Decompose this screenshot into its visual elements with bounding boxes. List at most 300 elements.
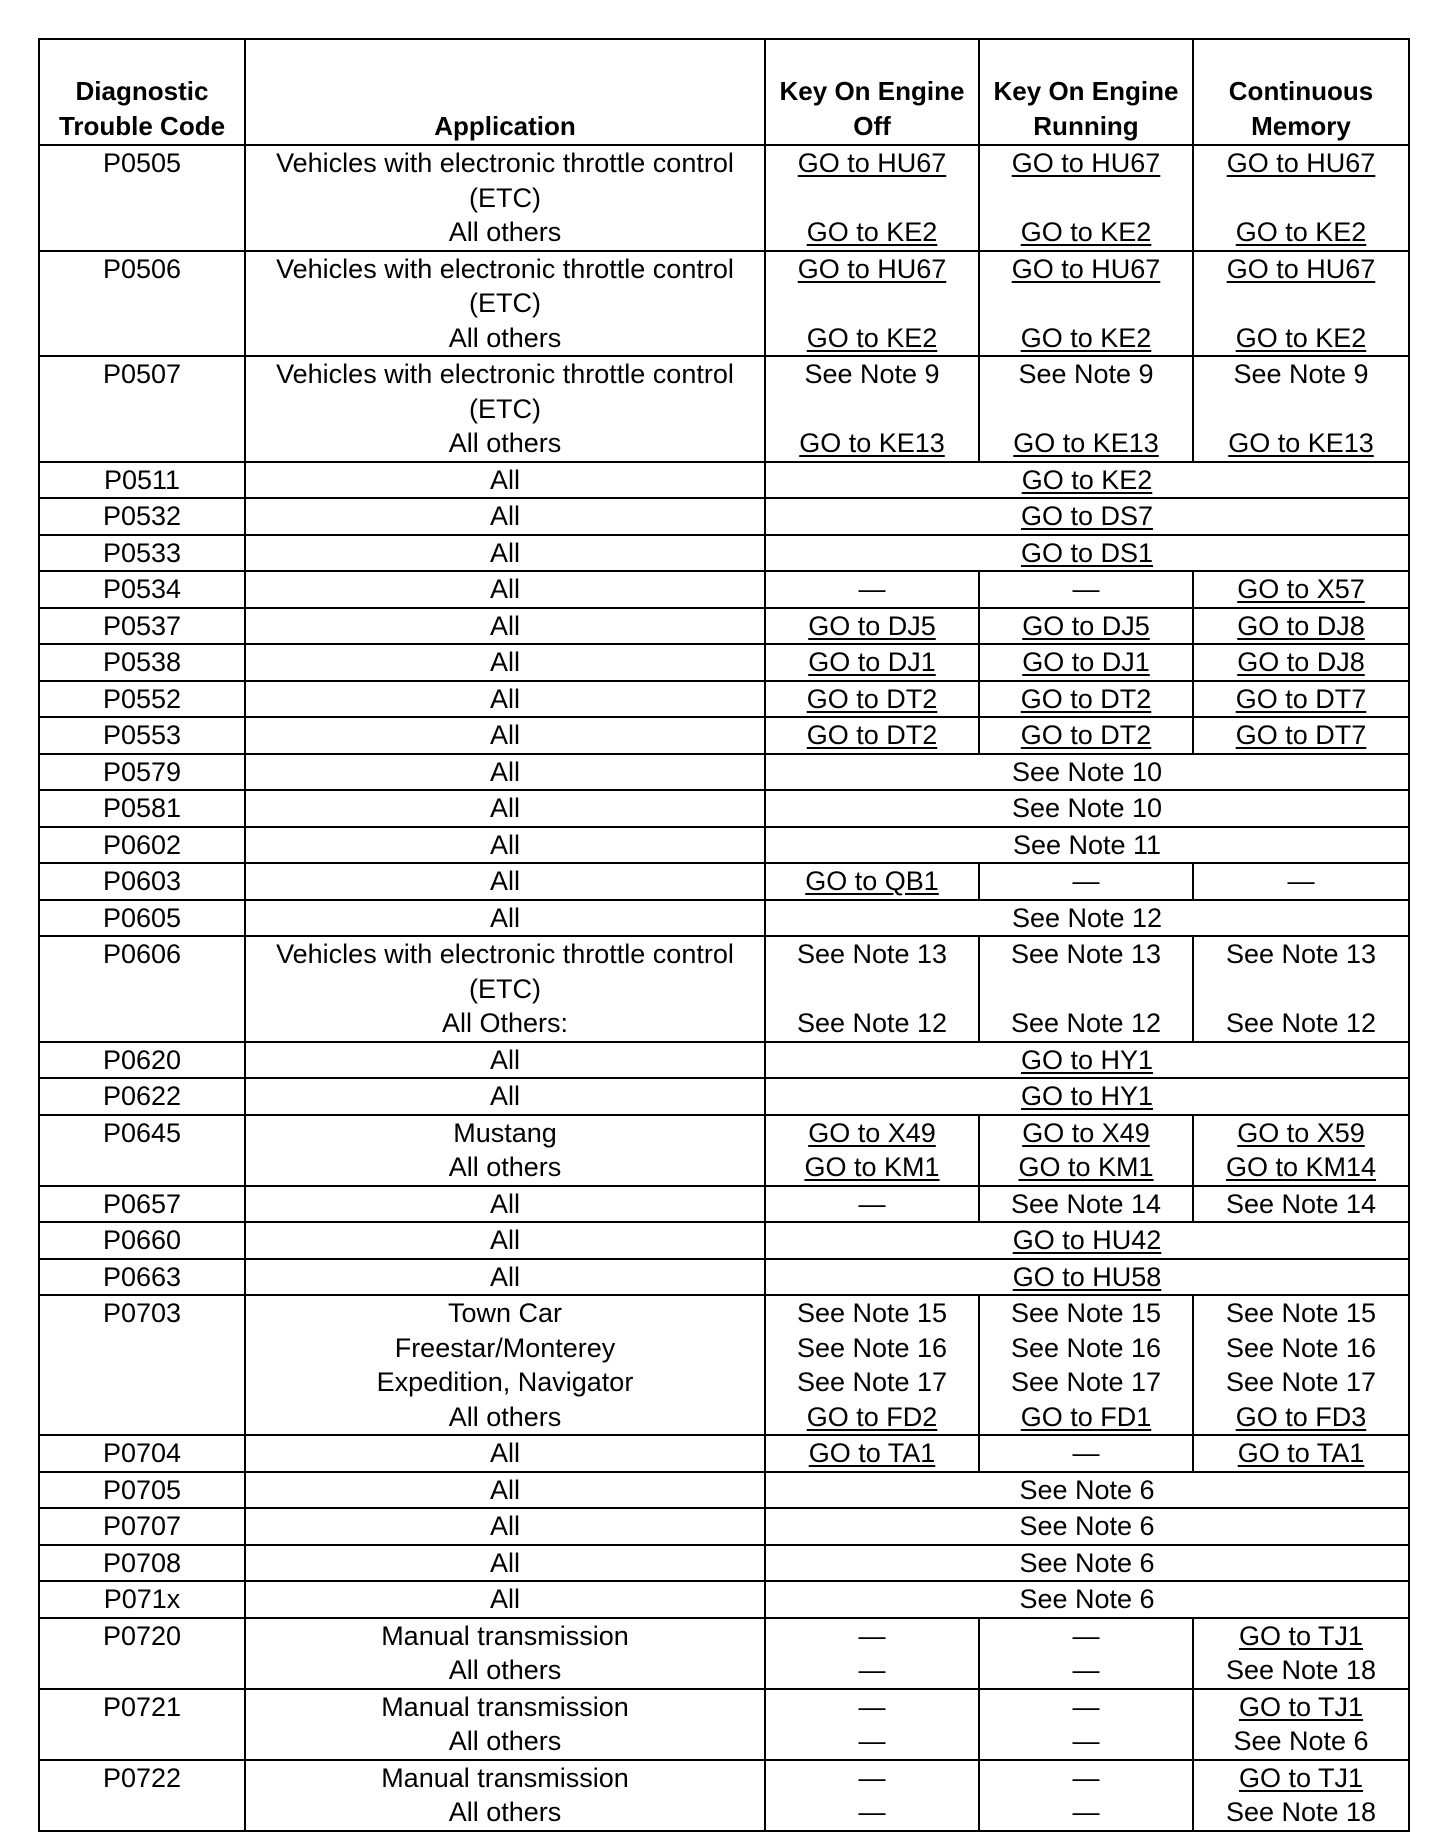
koer-cell (979, 1760, 1193, 1831)
cell-line: See Note 6 (1019, 1474, 1155, 1505)
continuous-memory-cell (1193, 608, 1409, 645)
cell-line: See Note 6 (1019, 1547, 1155, 1578)
cell-line: All (489, 866, 520, 896)
procedure-link[interactable]: GO to HY1 (1020, 1081, 1154, 1111)
continuous-memory-cell (1193, 717, 1409, 754)
dtc-code (39, 608, 245, 645)
koer-cell (979, 251, 1193, 357)
procedure-link[interactable]: GO to HU67 (797, 148, 947, 178)
cell-line: All others (448, 1655, 562, 1685)
dtc-code (39, 251, 245, 357)
cell-line: — (858, 1655, 886, 1685)
dtc-code-text: P0538 (102, 647, 182, 677)
procedure-link[interactable]: GO to TJ1 (1238, 1691, 1364, 1722)
dtc-code-text: P0657 (102, 1188, 182, 1219)
cell-line: All (489, 574, 520, 604)
procedure-link[interactable]: GO to KE13 (799, 428, 945, 458)
cell-line: All (489, 1584, 520, 1614)
procedure-link[interactable]: GO to X49 (808, 1117, 936, 1148)
continuous-memory-cell (1193, 936, 1409, 1042)
application-cell (245, 1042, 765, 1079)
table-row (39, 790, 1409, 827)
cell-line: — (858, 1762, 886, 1793)
koer-cell (979, 1618, 1193, 1689)
table-row (39, 1508, 1409, 1545)
application-cell (245, 1078, 765, 1115)
cell-line: — (1287, 866, 1315, 896)
table-row (39, 535, 1409, 572)
dtc-code (39, 827, 245, 864)
koer-cell (979, 1115, 1193, 1186)
cell-line: All (489, 1511, 520, 1541)
cell-line: All (489, 610, 520, 641)
procedure-link[interactable]: GO to KM1 (1018, 1152, 1154, 1182)
application-cell (245, 1760, 765, 1831)
application-cell (245, 754, 765, 791)
procedure-link[interactable]: GO to FD3 (1235, 1401, 1367, 1432)
dtc-code (39, 1042, 245, 1079)
cell-line: All (489, 464, 520, 495)
dtc-code-text: P0605 (102, 902, 182, 933)
cell-line: See Note 13 (1225, 939, 1377, 969)
application-cell (245, 1295, 765, 1435)
table-row (39, 1295, 1409, 1435)
dtc-code (39, 936, 245, 1042)
dtc-code-text: P0505 (102, 148, 182, 178)
procedure-link[interactable]: GO to TJ1 (1238, 1762, 1364, 1793)
all-modes-cell (765, 498, 1409, 535)
dtc-code (39, 498, 245, 535)
cell-line: See Note 12 (1225, 1008, 1377, 1038)
application-cell (245, 936, 765, 1042)
koer-cell (979, 1295, 1193, 1435)
procedure-link[interactable]: GO to FD1 (1020, 1401, 1152, 1432)
table-row (39, 863, 1409, 900)
all-modes-cell (765, 1581, 1409, 1618)
table-row (39, 498, 1409, 535)
application-cell (245, 145, 765, 251)
table-row (39, 571, 1409, 608)
procedure-link[interactable]: GO to DT2 (1020, 720, 1152, 750)
header-application: Application (245, 39, 765, 145)
all-modes-cell (765, 1259, 1409, 1296)
cell-line: Freestar/Monterey (394, 1332, 616, 1363)
application-cell (245, 1115, 765, 1186)
procedure-link[interactable]: GO to HU67 (1226, 148, 1376, 178)
table-row (39, 644, 1409, 681)
cell-line: Vehicles with electronic throttle control (276, 939, 734, 969)
cell-line: See Note 6 (1233, 1726, 1369, 1756)
application-cell (245, 498, 765, 535)
cell-line: Manual transmission (381, 1691, 629, 1722)
continuous-memory-cell (1193, 863, 1409, 900)
koeo-cell (765, 1435, 979, 1472)
dtc-code-text: P0720 (102, 1620, 182, 1651)
procedure-link[interactable]: GO to DS1 (1020, 537, 1154, 568)
procedure-link[interactable]: GO to KE13 (1228, 428, 1374, 458)
procedure-link[interactable]: GO to DT2 (806, 720, 938, 750)
cell-line: All (489, 647, 520, 677)
all-modes-cell (765, 535, 1409, 572)
koer-cell (979, 1689, 1193, 1760)
cell-line: See Note 9 (1233, 359, 1369, 389)
procedure-link[interactable]: GO to KM14 (1225, 1152, 1377, 1182)
cell-line: — (1072, 1691, 1100, 1722)
cell-line: See Note 15 (796, 1298, 948, 1328)
table-row (39, 462, 1409, 499)
cell-line: See Note 17 (1225, 1367, 1377, 1397)
header-koeo: Key On Engine Off (765, 39, 979, 145)
cell-line: All (489, 902, 520, 933)
cell-line: Expedition, Navigator (376, 1367, 634, 1397)
cell-line: All others (448, 217, 562, 247)
procedure-link[interactable]: GO to X59 (1237, 1117, 1365, 1148)
dtc-code-text: P0603 (102, 866, 182, 896)
application-cell (245, 827, 765, 864)
header-continuous-memory: Continuous Memory (1193, 39, 1409, 145)
continuous-memory-cell (1193, 681, 1409, 718)
cell-line (984, 286, 1188, 321)
procedure-link[interactable]: GO to KE13 (1013, 428, 1159, 458)
application-cell (245, 717, 765, 754)
table-row (39, 608, 1409, 645)
procedure-link[interactable]: GO to HU42 (1012, 1225, 1162, 1255)
table-row (39, 1435, 1409, 1472)
koer-cell (979, 571, 1193, 608)
application-cell (245, 462, 765, 499)
table-row (39, 681, 1409, 718)
table-row (39, 356, 1409, 462)
cell-line: All (489, 1474, 520, 1505)
dtc-code (39, 571, 245, 608)
cell-line: All (489, 1438, 520, 1468)
cell-line: See Note 18 (1225, 1655, 1377, 1685)
cell-line: All (489, 501, 520, 531)
procedure-link[interactable]: GO to DJ1 (1022, 647, 1150, 677)
cell-line: See Note 16 (796, 1332, 948, 1363)
table-body (39, 145, 1409, 1831)
dtc-code-text: P0534 (102, 574, 182, 604)
dtc-code-text: P0620 (102, 1044, 182, 1075)
cell-line: All (489, 793, 520, 823)
application-cell (245, 1186, 765, 1223)
procedure-link[interactable]: GO to DS7 (1020, 501, 1154, 531)
procedure-link[interactable]: GO to KM1 (804, 1152, 940, 1182)
procedure-link[interactable]: GO to HU67 (797, 253, 947, 284)
dtc-code (39, 681, 245, 718)
cell-line: (ETC) (469, 182, 541, 213)
continuous-memory-cell (1193, 1760, 1409, 1831)
cell-line (1198, 181, 1404, 216)
dtc-code (39, 863, 245, 900)
dtc-code (39, 1472, 245, 1509)
dtc-code-text: P0511 (103, 464, 181, 495)
table-row (39, 1115, 1409, 1186)
all-modes-cell (765, 1078, 1409, 1115)
cell-line: Manual transmission (381, 1620, 629, 1651)
cell-line: — (1072, 1438, 1100, 1468)
dtc-code (39, 1508, 245, 1545)
dtc-code-text: P0704 (102, 1438, 182, 1468)
koeo-cell (765, 644, 979, 681)
application-cell (245, 608, 765, 645)
koeo-cell (765, 1295, 979, 1435)
cell-line: See Note 11 (1012, 829, 1162, 860)
application-cell (245, 1545, 765, 1582)
cell-line: — (858, 1726, 886, 1756)
application-cell (245, 681, 765, 718)
all-modes-cell (765, 900, 1409, 937)
procedure-link[interactable]: GO to DJ5 (808, 610, 936, 641)
header-code: Diagnostic Trouble Code (39, 39, 245, 145)
cell-line: See Note 12 (1011, 902, 1163, 933)
cell-line: Vehicles with electronic throttle control (276, 359, 734, 389)
koeo-cell (765, 145, 979, 251)
all-modes-cell (765, 1545, 1409, 1582)
procedure-link[interactable]: GO to KE2 (806, 322, 938, 353)
continuous-memory-cell (1193, 1689, 1409, 1760)
koeo-cell (765, 936, 979, 1042)
koer-cell (979, 863, 1193, 900)
koer-cell (979, 644, 1193, 681)
application-cell (245, 1222, 765, 1259)
procedure-link[interactable]: GO to DJ8 (1237, 610, 1365, 641)
cell-line: See Note 18 (1225, 1797, 1377, 1827)
dtc-code (39, 1581, 245, 1618)
koer-cell (979, 608, 1193, 645)
all-modes-cell (765, 790, 1409, 827)
table-row (39, 1689, 1409, 1760)
cell-line: All (489, 1044, 520, 1075)
dtc-code-text: P0579 (102, 756, 182, 787)
cell-line: — (1072, 1620, 1100, 1651)
cell-line: See Note 9 (1018, 359, 1154, 389)
table-row (39, 1259, 1409, 1296)
cell-line: See Note 14 (1225, 1188, 1377, 1219)
procedure-link[interactable]: GO to DJ1 (808, 647, 936, 677)
application-cell (245, 790, 765, 827)
procedure-link[interactable]: GO to TA1 (1237, 1438, 1365, 1468)
koeo-cell (765, 1618, 979, 1689)
cell-line: All (489, 829, 520, 860)
cell-line: All (489, 537, 520, 568)
cell-line: See Note 12 (1010, 1008, 1162, 1038)
cell-line: Town Car (447, 1298, 563, 1328)
koeo-cell (765, 1760, 979, 1831)
dtc-code-text: P0552 (102, 683, 182, 714)
procedure-link[interactable]: GO to KE2 (1020, 322, 1152, 353)
procedure-link[interactable]: GO to KE2 (1235, 217, 1367, 247)
procedure-link[interactable]: GO to DJ8 (1237, 647, 1365, 677)
cell-line (984, 392, 1188, 427)
application-cell (245, 900, 765, 937)
procedure-link[interactable]: GO to TJ1 (1238, 1620, 1364, 1651)
cell-line: — (1072, 1726, 1100, 1756)
cell-line: All (489, 1081, 520, 1111)
cell-line: Mustang (453, 1117, 557, 1148)
procedure-link[interactable]: GO to DT7 (1235, 720, 1367, 750)
procedure-link[interactable]: GO to DJ5 (1022, 610, 1150, 641)
cell-line: All (489, 1188, 520, 1219)
procedure-link[interactable]: GO to QB1 (805, 866, 939, 896)
cell-line: All Others: (441, 1008, 569, 1038)
dtc-code-text: P0705 (102, 1474, 182, 1505)
cell-line: See Note 6 (1019, 1511, 1155, 1541)
table-row (39, 1078, 1409, 1115)
cell-line (1198, 392, 1404, 427)
table-row (39, 754, 1409, 791)
table-row (39, 1222, 1409, 1259)
dtc-code-text: P0663 (102, 1261, 182, 1292)
cell-line (770, 392, 974, 427)
koeo-cell (765, 251, 979, 357)
procedure-link[interactable]: GO to KE2 (1020, 217, 1152, 247)
procedure-link[interactable]: GO to X49 (1022, 1117, 1150, 1148)
dtc-code (39, 1115, 245, 1186)
table-row (39, 1186, 1409, 1223)
koeo-cell (765, 571, 979, 608)
koer-cell (979, 145, 1193, 251)
continuous-memory-cell (1193, 1618, 1409, 1689)
cell-line: Manual transmission (381, 1762, 629, 1793)
application-cell (245, 1689, 765, 1760)
procedure-link[interactable]: GO to X57 (1237, 574, 1365, 604)
koeo-cell (765, 1115, 979, 1186)
all-modes-cell (765, 754, 1409, 791)
application-cell (245, 1435, 765, 1472)
dtc-code-text: P0537 (102, 610, 182, 641)
table-row (39, 1618, 1409, 1689)
procedure-link[interactable]: GO to DT2 (1020, 683, 1152, 714)
table-row (39, 1545, 1409, 1582)
cell-line: — (858, 574, 886, 604)
dtc-code-text: P0606 (102, 939, 182, 969)
continuous-memory-cell (1193, 1295, 1409, 1435)
procedure-link[interactable]: GO to KE2 (1021, 464, 1153, 495)
dtc-code (39, 1545, 245, 1582)
cell-line: All others (448, 1152, 562, 1182)
procedure-link[interactable]: GO to TA1 (808, 1438, 936, 1468)
cell-line: — (1072, 574, 1100, 604)
cell-line: See Note 14 (1010, 1188, 1162, 1219)
continuous-memory-cell (1193, 1115, 1409, 1186)
cell-line: See Note 13 (796, 939, 948, 969)
koer-cell (979, 1186, 1193, 1223)
dtc-code (39, 356, 245, 462)
dtc-code-text: P0622 (102, 1081, 182, 1111)
dtc-code (39, 1078, 245, 1115)
dtc-code (39, 1689, 245, 1760)
all-modes-cell (765, 1222, 1409, 1259)
application-cell (245, 1581, 765, 1618)
dtc-code-text: P0660 (102, 1225, 182, 1255)
cell-line (984, 181, 1188, 216)
cell-line: See Note 16 (1010, 1332, 1162, 1363)
all-modes-cell (765, 1042, 1409, 1079)
cell-line: See Note 17 (796, 1367, 948, 1397)
table-row (39, 827, 1409, 864)
dtc-code-text: P0532 (102, 501, 182, 531)
application-cell (245, 251, 765, 357)
cell-line: Vehicles with electronic throttle control (276, 148, 734, 178)
dtc-code (39, 900, 245, 937)
dtc-code (39, 145, 245, 251)
dtc-code-text: P0708 (102, 1547, 182, 1578)
cell-line: See Note 6 (1019, 1584, 1155, 1614)
koeo-cell (765, 863, 979, 900)
cell-line: — (858, 1188, 886, 1219)
cell-line: All others (448, 322, 562, 353)
cell-line: All (489, 1547, 520, 1578)
procedure-link[interactable]: GO to HU67 (1011, 253, 1161, 284)
procedure-link[interactable]: GO to HU67 (1226, 253, 1376, 284)
dtc-code (39, 754, 245, 791)
dtc-code (39, 717, 245, 754)
continuous-memory-cell (1193, 644, 1409, 681)
cell-line: — (1072, 1655, 1100, 1685)
procedure-link[interactable]: GO to HU58 (1012, 1261, 1162, 1292)
dtc-code-text: P0507 (102, 359, 182, 389)
cell-line (984, 972, 1188, 1007)
dtc-code (39, 1618, 245, 1689)
cell-line: (ETC) (469, 393, 541, 424)
cell-line: See Note 9 (804, 359, 940, 389)
continuous-memory-cell (1193, 356, 1409, 462)
application-cell (245, 535, 765, 572)
cell-line: All (489, 756, 520, 787)
cell-line (770, 972, 974, 1007)
cell-line: See Note 15 (1225, 1298, 1377, 1328)
procedure-link[interactable]: GO to KE2 (806, 217, 938, 247)
dtc-code-text: P0581 (102, 793, 182, 823)
table-row (39, 1760, 1409, 1831)
cell-line: — (858, 1691, 886, 1722)
application-cell (245, 863, 765, 900)
procedure-link[interactable]: GO to FD2 (806, 1401, 938, 1432)
cell-line: All others (448, 1797, 562, 1827)
dtc-code-text: P0707 (102, 1511, 182, 1541)
dtc-code (39, 535, 245, 572)
application-cell (245, 1508, 765, 1545)
dtc-code-text: P0721 (102, 1691, 182, 1722)
continuous-memory-cell (1193, 145, 1409, 251)
procedure-link[interactable]: GO to HU67 (1011, 148, 1161, 178)
procedure-link[interactable]: GO to KE2 (1235, 322, 1367, 353)
koeo-cell (765, 717, 979, 754)
dtc-code (39, 1186, 245, 1223)
dtc-code-text: P0553 (102, 720, 182, 750)
cell-line: See Note 15 (1010, 1298, 1162, 1328)
dtc-code (39, 790, 245, 827)
dtc-code-text: P0602 (102, 829, 182, 860)
koeo-cell (765, 681, 979, 718)
procedure-link[interactable]: GO to DT2 (806, 683, 938, 714)
cell-line: — (1072, 1797, 1100, 1827)
table-row (39, 936, 1409, 1042)
all-modes-cell (765, 1508, 1409, 1545)
cell-line: See Note 12 (796, 1008, 948, 1038)
cell-line (1198, 286, 1404, 321)
koeo-cell (765, 608, 979, 645)
procedure-link[interactable]: GO to DT7 (1235, 683, 1367, 714)
cell-line: All (489, 1261, 520, 1292)
dtc-code (39, 1259, 245, 1296)
cell-line: All (489, 720, 520, 750)
dtc-code-text: P0703 (102, 1298, 182, 1328)
table-row (39, 145, 1409, 251)
table-row (39, 1042, 1409, 1079)
procedure-link[interactable]: GO to HY1 (1020, 1044, 1154, 1075)
